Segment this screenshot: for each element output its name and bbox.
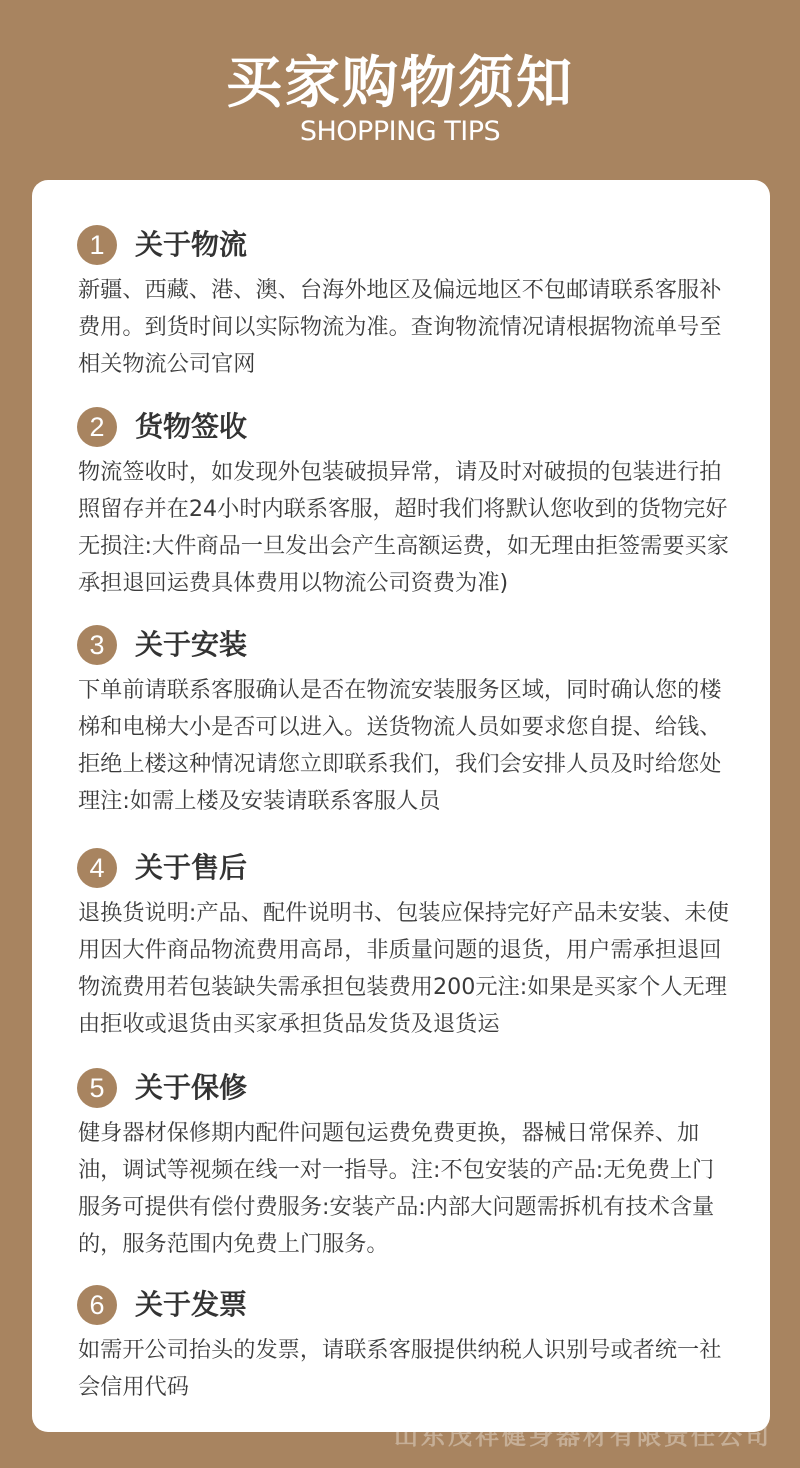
section-body: 物流签收时，如发现外包装破损异常，请及时对破损的包装进行拍照留存并在24小时内联系客服，超时我们将默认您收到的货物完好无损注:大件商品一旦发出会产生高额运费，如无理由拒签需要买家承担退回运费具体费用以物流公司资费为准)	[78, 459, 729, 596]
section-title: 关于安装	[135, 628, 248, 661]
company-watermark: 山东茂祥健身器材有限责任公司	[394, 1422, 772, 1450]
section-header	[77, 624, 247, 666]
section-title: 关于发票	[135, 1288, 248, 1321]
section-body: 新疆、西藏、港、澳、台海外地区及偏远地区不包邮请联系客服补费用。到货时间以实际物流为准。查询物流情况请根据物流单号至相关物流公司官网	[78, 277, 722, 377]
section-body: 下单前请联系客服确认是否在物流安装服务区域，同时确认您的楼梯和电梯大小是否可以进入。送货物流人员如要求您自提、给钱、拒绝上楼这种情况请您立即联系我们，我们会安排人员及时给您处理注:如需上楼及安装请联系客服人员	[78, 677, 722, 814]
section-body: 退换货说明:产品、配件说明书、包装应保持完好产品未安装、未使用因大件商品物流费用高昂，非质量问题的退货，用户需承担退回物流费用若包装缺失需承担包装费用200元注:如果是买家个人无理由拒收或退货由买家承担货品发货及退货运	[78, 900, 729, 1037]
section-number-badge: 4	[77, 848, 117, 888]
section-title: 货物签收	[135, 410, 248, 443]
section-body: 健身器材保修期内配件问题包运费免费更换，器械日常保养、加油，调试等视频在线一对一指导。注:不包安装的产品:无免费上门服务可提供有偿付费服务:安装产品:内部大问题需拆机有技术含量的，服务范围内免费上门服务。	[78, 1120, 715, 1257]
section-header	[77, 847, 247, 889]
section-header	[77, 1284, 247, 1326]
section-number-badge: 5	[77, 1068, 117, 1108]
page-title: 买家购物须知	[226, 51, 574, 116]
section-number-badge: 1	[77, 225, 117, 265]
section-number-badge: 3	[77, 625, 117, 665]
section-title: 关于售后	[135, 851, 248, 884]
section-header	[77, 1067, 247, 1109]
page-header	[0, 0, 800, 180]
section-title: 关于物流	[135, 228, 248, 261]
section-header	[77, 406, 247, 448]
section-body: 如需开公司抬头的发票，请联系客服提供纳税人识别号或者统一社会信用代码	[78, 1337, 722, 1400]
section-number-badge: 6	[77, 1285, 117, 1325]
tips-card	[32, 180, 770, 1432]
section-header	[77, 224, 247, 266]
section-number-badge: 2	[77, 407, 117, 447]
section-title: 关于保修	[135, 1071, 248, 1104]
page-subtitle: SHOPPING TIPS	[299, 116, 501, 147]
